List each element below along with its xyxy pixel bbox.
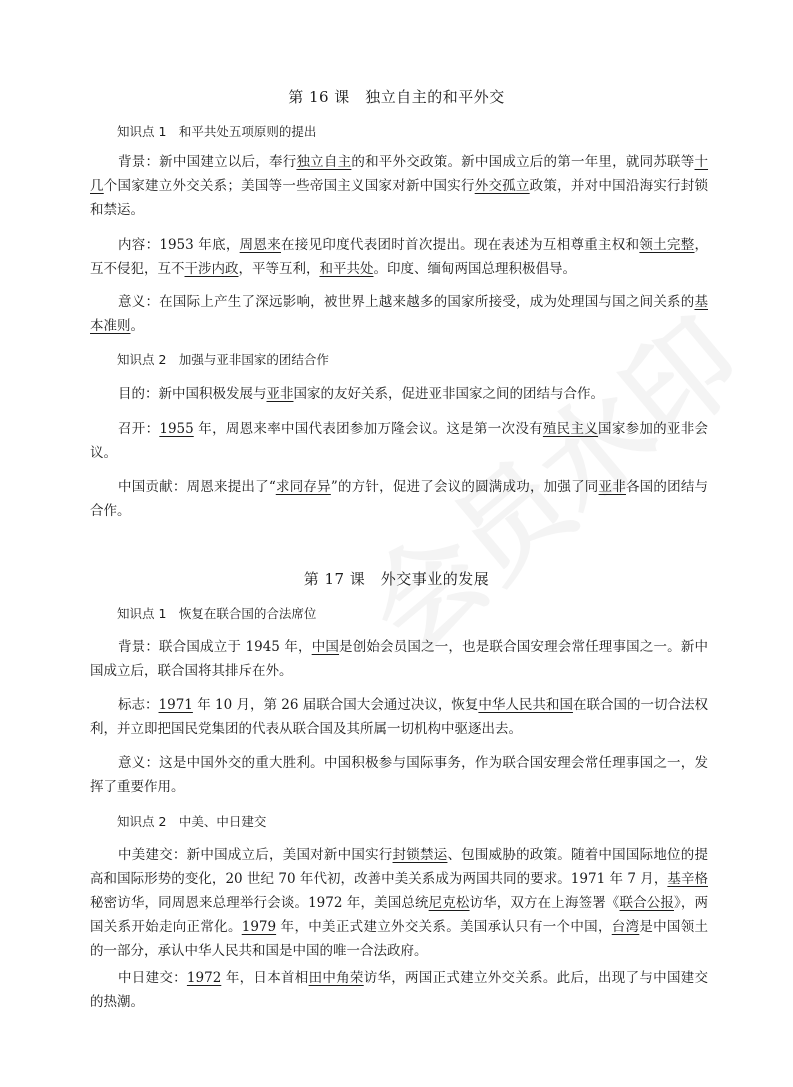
paragraph-text: 国家的友好关系，促进亚非国家之间的团结与合作。 [293,386,604,402]
paragraph-text: 秘密访华，同周恩来总理举行会谈。1972 年，美国总统 [90,895,429,911]
paragraph-text: 个国家建立外交关系；美国等一些帝国主义国家对新中国实行 [103,178,475,194]
paragraph-text: ，互不侵犯，互不 [90,237,709,277]
paragraph-text: 各国的团结与合作。 [90,479,709,519]
underlined-term: 和平共处 [319,261,374,277]
paragraph-text: 的和平外交政策。新中国成立后的第一年里，就同苏联等 [351,154,695,170]
paragraph-text: 目的：新中国积极发展与 [118,386,267,402]
lesson-17-knowledge-point-2: 知识点 2 中美、中日建交 [117,814,267,829]
paragraph-text: 在联合国的一切合法权利，并立即把国民党集团的代表从联合国及其所属一切机构中驱逐出去。 [90,697,709,737]
lesson-16-content [90,233,708,281]
underlined-term: 亚非 [266,386,294,402]
underlined-term: 联合公报 [619,895,674,911]
lesson-16-purpose [90,382,708,406]
paragraph-text: 政策，并对中国沿海实行封锁和禁运。 [90,178,709,218]
lesson-17-sino-us-relations [90,843,708,963]
paragraph-text: 国家参加的亚非会议。 [90,421,709,461]
paragraph-text: 背景：联合国成立于 1945 年， [118,639,312,655]
lesson-16-meaning [90,290,708,338]
paragraph-text: 标志： [118,697,159,713]
underlined-term: 中国 [311,639,340,655]
underlined-term: 田中角荣 [308,970,364,986]
underlined-term: 基本准则 [90,294,708,334]
paragraph-text: ，平等互利， [238,261,320,277]
underlined-term: 亚非 [598,479,626,495]
underlined-term: 中华人民共和国 [478,697,573,713]
underlined-term: 1955 [159,421,194,437]
paragraph-text: 中美建交：新中国成立后，美国对新中国实行 [118,847,393,863]
underlined-term: 1971 [158,697,193,713]
underlined-term: 十几 [90,154,709,194]
paragraph-text: 意义：在国际上产生了深远影响，被世界上越来越多的国家所接受，成为处理国与国之间关系的 [118,294,695,310]
underlined-term: 求同存异 [275,479,331,495]
lesson-17-knowledge-point-1: 知识点 1 恢复在联合国的合法席位 [117,606,317,621]
lesson-16-title: 第 16 课 独立自主的和平外交 [288,88,505,106]
underlined-term: 尼克松 [428,895,470,911]
paragraph-text: 、包围威胁的政策。随着中国国际地位的提高和国际形势的变化，20 世纪 70 年代初，改善中美关系成为两国共同的要求。1971 年 7 月， [90,847,709,887]
lesson-16-convene [90,417,708,465]
lesson-16-contribution [90,475,708,523]
lesson-16-background [90,150,708,222]
paragraph-text: 中国贡献：周恩来提出了“ [118,479,276,495]
paragraph-text: 年，日本首相 [221,970,309,986]
paragraph-text: 意义：这是中国外交的重大胜利。中国积极参与国际事务，作为联合国安理会常任理事国之一，发挥了重要作用。 [90,755,708,795]
lesson-17-background [90,635,708,683]
paragraph-text: 。印度、缅甸两国总理积极倡导。 [373,261,576,277]
underlined-term: 周恩来 [239,237,281,253]
paragraph-text: 内容：1953 年底， [118,237,240,253]
paragraph-text: 召开： [118,421,160,437]
lesson-16-knowledge-point-2: 知识点 2 加强与亚非国家的团结合作 [117,352,329,367]
lesson-17-sino-japan-relations [90,966,708,1014]
underlined-term: 1979 [241,919,277,935]
paragraph-text: 访华，两国正式建立外交关系。此后，出现了与中国建交的热潮。 [90,970,709,1010]
paragraph-text: 访华，双方在上海签署《 [469,895,620,911]
underlined-term: 基辛格 [667,871,708,887]
underlined-term: 外交孤立 [474,178,530,194]
paragraph-text: 》，两国关系开始走向正常化。 [90,895,709,935]
underlined-term: 封锁禁运 [392,847,448,863]
paragraph-text: 年，周恩来率中国代表团参加万隆会议。这是第一次没有 [193,421,543,437]
lesson-17-sign [90,693,708,741]
underlined-term: 1972 [186,970,222,986]
paragraph-text: 。 [130,318,144,334]
paragraph-text: 中日建交： [118,970,187,986]
paragraph-text: 年，中美正式建立外交关系。美国承认只有一个中国， [276,919,612,935]
underlined-term: 殖民主义 [542,421,599,437]
lesson-17-meaning [90,751,708,799]
paragraph-text: ”的方针，促进了会议的圆满成功，加强了同 [330,479,599,495]
paragraph-text: 是创始会员国之一，也是联合国安理会常任理事国之一。新中国成立后，联合国将其排斥在外。 [90,639,708,679]
underlined-term: 独立自主 [296,154,352,170]
paragraph-text: 年 10 月，第 26 届联合国大会通过决议，恢复 [192,697,479,713]
underlined-term: 干涉内政 [184,261,239,277]
underlined-term: 台湾 [611,919,640,935]
lesson-16-knowledge-point-1: 知识点 1 和平共处五项原则的提出 [117,124,317,139]
underlined-term: 领土完整 [639,237,695,253]
paragraph-text: 背景：新中国建立以后，奉行 [118,154,297,170]
paragraph-text: 是中国领土的一部分，承认中华人民共和国是中国的唯一合法政府。 [90,919,709,959]
lesson-17-title: 第 17 课 外交事业的发展 [303,570,490,588]
paragraph-text: 在接见印度代表团时首次提出。现在表述为互相尊重主权和 [281,237,640,253]
